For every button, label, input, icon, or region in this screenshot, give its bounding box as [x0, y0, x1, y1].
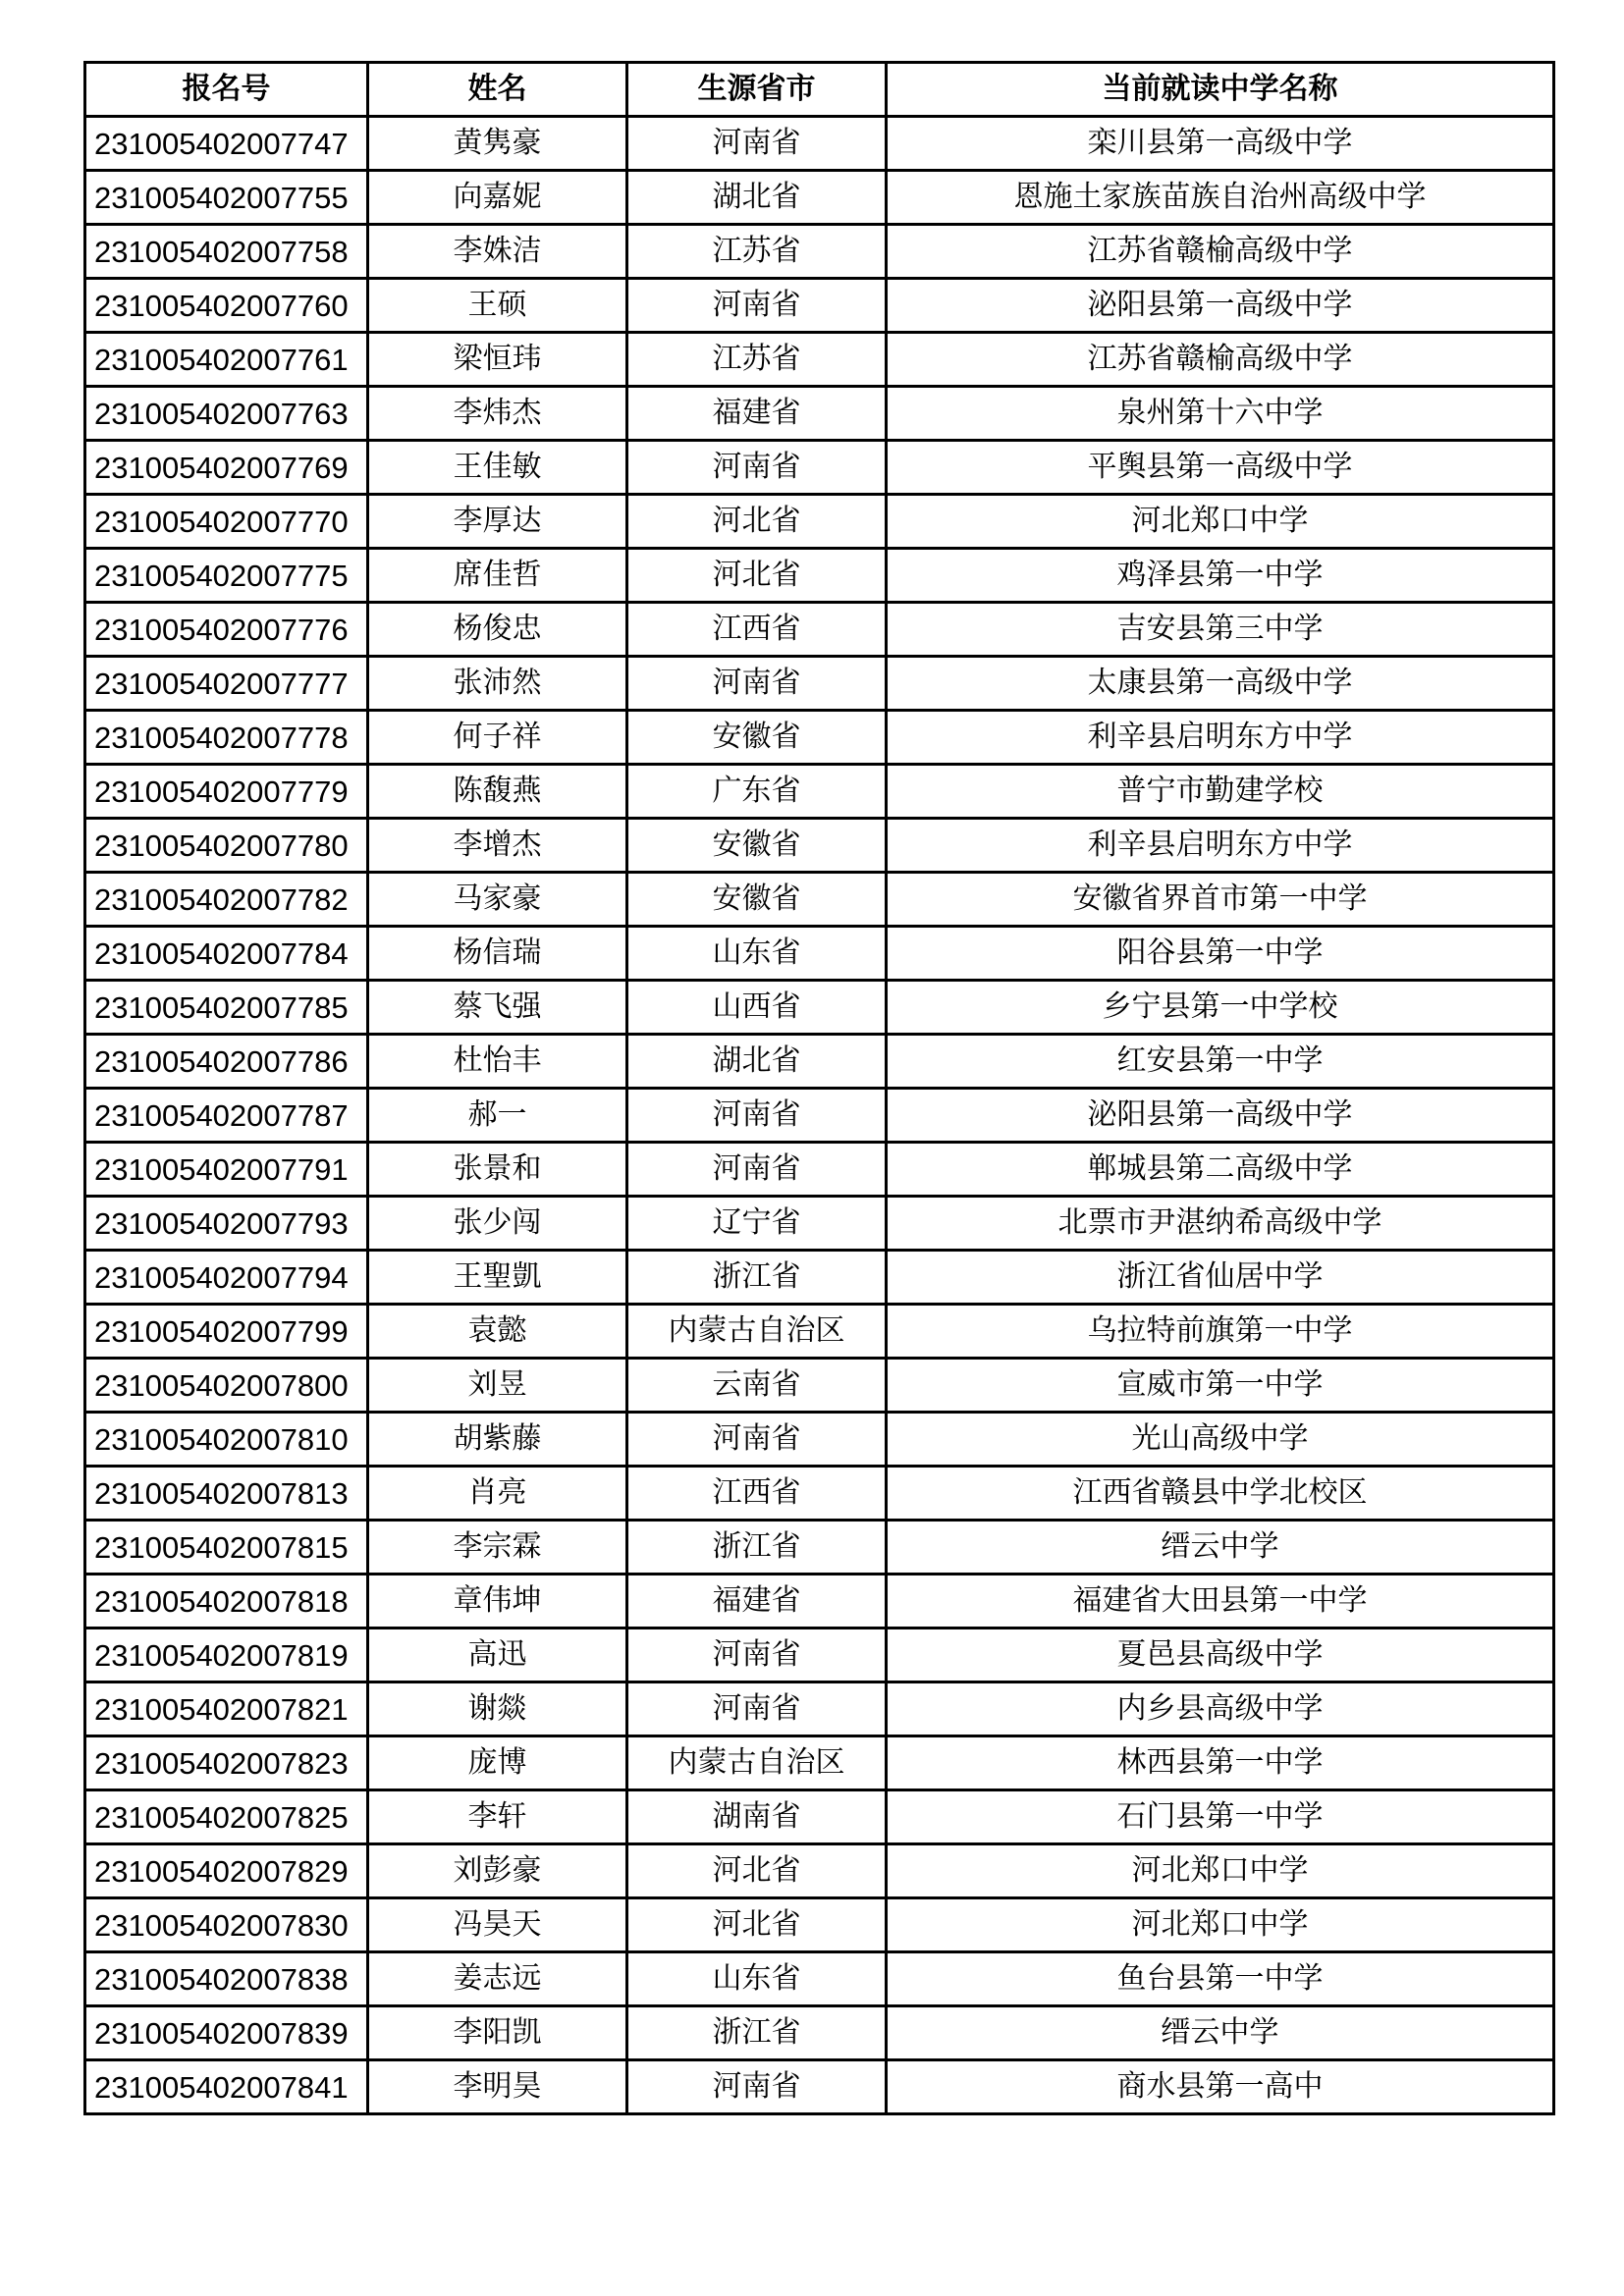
origin-province-cell: 江苏省: [627, 333, 887, 387]
school-name-cell: 泌阳县第一高级中学: [887, 279, 1554, 333]
student-name-cell: 蔡飞强: [368, 981, 627, 1035]
student-name-cell: 何子祥: [368, 711, 627, 765]
student-name-cell: 李轩: [368, 1790, 627, 1844]
origin-province-cell: 河南省: [627, 657, 887, 711]
origin-province-cell: 辽宁省: [627, 1197, 887, 1251]
table-row: [85, 1143, 1554, 1197]
table-row: [85, 1467, 1554, 1521]
registration-number-cell: 231005402007799: [85, 1305, 368, 1359]
registration-number-cell: 231005402007810: [85, 1413, 368, 1467]
origin-province-cell: 内蒙古自治区: [627, 1736, 887, 1790]
registration-number-cell: 231005402007763: [85, 387, 368, 441]
student-name-cell: 王佳敏: [368, 441, 627, 495]
origin-province-cell: 福建省: [627, 387, 887, 441]
admission-list: [83, 61, 1552, 2115]
registration-number-cell: 231005402007777: [85, 657, 368, 711]
student-name-cell: 张景和: [368, 1143, 627, 1197]
school-name-cell: 林西县第一中学: [887, 1736, 1554, 1790]
registration-number-cell: 231005402007782: [85, 873, 368, 927]
table-row: [85, 495, 1554, 549]
student-name-cell: 王硕: [368, 279, 627, 333]
student-name-cell: 李宗霖: [368, 1521, 627, 1575]
school-name-cell: 北票市尹湛纳希高级中学: [887, 1197, 1554, 1251]
origin-province-cell: 河南省: [627, 1413, 887, 1467]
school-name-cell: 太康县第一高级中学: [887, 657, 1554, 711]
table-body: [85, 117, 1554, 2114]
student-name-cell: 庞博: [368, 1736, 627, 1790]
school-name-cell: 利辛县启明东方中学: [887, 711, 1554, 765]
registration-number-cell: 231005402007829: [85, 1844, 368, 1898]
school-name-cell: 泉州第十六中学: [887, 387, 1554, 441]
origin-province-cell: 江苏省: [627, 225, 887, 279]
school-name-cell: 缙云中学: [887, 2006, 1554, 2060]
registration-number-cell: 231005402007825: [85, 1790, 368, 1844]
origin-province-cell: 河南省: [627, 279, 887, 333]
registration-number-cell: 231005402007770: [85, 495, 368, 549]
school-name-cell: 福建省大田县第一中学: [887, 1575, 1554, 1629]
table-row: [85, 1359, 1554, 1413]
table-row: [85, 2006, 1554, 2060]
origin-province-cell: 河北省: [627, 1898, 887, 1952]
student-name-cell: 梁恒玮: [368, 333, 627, 387]
student-name-cell: 章伟坤: [368, 1575, 627, 1629]
school-name-cell: 江西省赣县中学北校区: [887, 1467, 1554, 1521]
student-name-cell: 李阳凯: [368, 2006, 627, 2060]
table-row: [85, 1952, 1554, 2006]
header-row: [85, 63, 1554, 117]
registration-number-cell: 231005402007779: [85, 765, 368, 819]
registration-number-cell: 231005402007813: [85, 1467, 368, 1521]
table-row: [85, 1197, 1554, 1251]
student-name-cell: 李明昊: [368, 2060, 627, 2114]
registration-number-cell: 231005402007841: [85, 2060, 368, 2114]
student-name-cell: 李炜杰: [368, 387, 627, 441]
school-name-cell: 河北郑口中学: [887, 495, 1554, 549]
student-name-cell: 李增杰: [368, 819, 627, 873]
origin-province-cell: 江西省: [627, 603, 887, 657]
registration-number-cell: 231005402007793: [85, 1197, 368, 1251]
student-name-cell: 胡紫藤: [368, 1413, 627, 1467]
origin-province-cell: 内蒙古自治区: [627, 1305, 887, 1359]
student-name-cell: 肖亮: [368, 1467, 627, 1521]
student-name-cell: 杨俊忠: [368, 603, 627, 657]
registration-number-cell: 231005402007821: [85, 1682, 368, 1736]
registration-number-cell: 231005402007800: [85, 1359, 368, 1413]
origin-province-cell: 福建省: [627, 1575, 887, 1629]
school-name-cell: 江苏省赣榆高级中学: [887, 333, 1554, 387]
table-row: [85, 873, 1554, 927]
table-row: [85, 1790, 1554, 1844]
student-name-cell: 陈馥燕: [368, 765, 627, 819]
school-name-cell: 浙江省仙居中学: [887, 1251, 1554, 1305]
student-name-cell: 席佳哲: [368, 549, 627, 603]
origin-province-cell: 广东省: [627, 765, 887, 819]
student-name-cell: 高迅: [368, 1629, 627, 1682]
registration-number-cell: 231005402007758: [85, 225, 368, 279]
registration-number-cell: 231005402007823: [85, 1736, 368, 1790]
origin-province-cell: 湖南省: [627, 1790, 887, 1844]
table-row: [85, 1844, 1554, 1898]
origin-province-cell: 河北省: [627, 549, 887, 603]
admission-table: [83, 61, 1555, 2115]
origin-province-cell: 安徽省: [627, 873, 887, 927]
registration-number-cell: 231005402007838: [85, 1952, 368, 2006]
table-row: [85, 657, 1554, 711]
origin-province-cell: 河南省: [627, 1089, 887, 1143]
table-row: [85, 981, 1554, 1035]
table-row: [85, 1736, 1554, 1790]
school-name-cell: 河北郑口中学: [887, 1898, 1554, 1952]
origin-province-cell: 河南省: [627, 1143, 887, 1197]
school-name-cell: 郸城县第二高级中学: [887, 1143, 1554, 1197]
school-name-cell: 宣威市第一中学: [887, 1359, 1554, 1413]
school-name-cell: 乡宁县第一中学校: [887, 981, 1554, 1035]
registration-number-cell: 231005402007747: [85, 117, 368, 171]
registration-number-cell: 231005402007815: [85, 1521, 368, 1575]
table-row: [85, 171, 1554, 225]
school-name-cell: 江苏省赣榆高级中学: [887, 225, 1554, 279]
registration-number-cell: 231005402007776: [85, 603, 368, 657]
origin-province-cell: 云南省: [627, 1359, 887, 1413]
origin-province-cell: 山东省: [627, 927, 887, 981]
table-row: [85, 1575, 1554, 1629]
table-row: [85, 333, 1554, 387]
school-name-cell: 泌阳县第一高级中学: [887, 1089, 1554, 1143]
header-current-school: 当前就读中学名称: [887, 63, 1554, 117]
student-name-cell: 马家豪: [368, 873, 627, 927]
student-name-cell: 李厚达: [368, 495, 627, 549]
school-name-cell: 红安县第一中学: [887, 1035, 1554, 1089]
table-row: [85, 711, 1554, 765]
table-row: [85, 225, 1554, 279]
school-name-cell: 商水县第一高中: [887, 2060, 1554, 2114]
table-row: [85, 927, 1554, 981]
header-name: 姓名: [368, 63, 627, 117]
origin-province-cell: 山东省: [627, 1952, 887, 2006]
origin-province-cell: 河南省: [627, 117, 887, 171]
table-row: [85, 819, 1554, 873]
school-name-cell: 鱼台县第一中学: [887, 1952, 1554, 2006]
school-name-cell: 阳谷县第一中学: [887, 927, 1554, 981]
school-name-cell: 利辛县启明东方中学: [887, 819, 1554, 873]
school-name-cell: 安徽省界首市第一中学: [887, 873, 1554, 927]
origin-province-cell: 浙江省: [627, 1521, 887, 1575]
student-name-cell: 向嘉妮: [368, 171, 627, 225]
student-name-cell: 杜怡丰: [368, 1035, 627, 1089]
student-name-cell: 刘昱: [368, 1359, 627, 1413]
school-name-cell: 鸡泽县第一中学: [887, 549, 1554, 603]
origin-province-cell: 湖北省: [627, 171, 887, 225]
table-row: [85, 1035, 1554, 1089]
table-row: [85, 117, 1554, 171]
student-name-cell: 郝一: [368, 1089, 627, 1143]
school-name-cell: 石门县第一中学: [887, 1790, 1554, 1844]
school-name-cell: 恩施土家族苗族自治州高级中学: [887, 171, 1554, 225]
registration-number-cell: 231005402007775: [85, 549, 368, 603]
student-name-cell: 袁懿: [368, 1305, 627, 1359]
table-row: [85, 279, 1554, 333]
origin-province-cell: 河南省: [627, 1629, 887, 1682]
origin-province-cell: 湖北省: [627, 1035, 887, 1089]
registration-number-cell: 231005402007755: [85, 171, 368, 225]
registration-number-cell: 231005402007785: [85, 981, 368, 1035]
school-name-cell: 河北郑口中学: [887, 1844, 1554, 1898]
student-name-cell: 冯昊天: [368, 1898, 627, 1952]
registration-number-cell: 231005402007786: [85, 1035, 368, 1089]
table-row: [85, 1413, 1554, 1467]
registration-number-cell: 231005402007778: [85, 711, 368, 765]
header-origin-province: 生源省市: [627, 63, 887, 117]
origin-province-cell: 浙江省: [627, 2006, 887, 2060]
origin-province-cell: 浙江省: [627, 1251, 887, 1305]
registration-number-cell: 231005402007839: [85, 2006, 368, 2060]
registration-number-cell: 231005402007830: [85, 1898, 368, 1952]
table-row: [85, 1521, 1554, 1575]
school-name-cell: 光山高级中学: [887, 1413, 1554, 1467]
student-name-cell: 杨信瑞: [368, 927, 627, 981]
table-row: [85, 603, 1554, 657]
table-row: [85, 1682, 1554, 1736]
school-name-cell: 夏邑县高级中学: [887, 1629, 1554, 1682]
registration-number-cell: 231005402007784: [85, 927, 368, 981]
table-row: [85, 1629, 1554, 1682]
student-name-cell: 张少闯: [368, 1197, 627, 1251]
school-name-cell: 普宁市勤建学校: [887, 765, 1554, 819]
student-name-cell: 张沛然: [368, 657, 627, 711]
table-row: [85, 765, 1554, 819]
registration-number-cell: 231005402007791: [85, 1143, 368, 1197]
registration-number-cell: 231005402007787: [85, 1089, 368, 1143]
student-name-cell: 姜志远: [368, 1952, 627, 2006]
student-name-cell: 谢燚: [368, 1682, 627, 1736]
student-name-cell: 王聖凱: [368, 1251, 627, 1305]
origin-province-cell: 河北省: [627, 495, 887, 549]
school-name-cell: 乌拉特前旗第一中学: [887, 1305, 1554, 1359]
school-name-cell: 缙云中学: [887, 1521, 1554, 1575]
table-row: [85, 387, 1554, 441]
registration-number-cell: 231005402007760: [85, 279, 368, 333]
origin-province-cell: 山西省: [627, 981, 887, 1035]
table-row: [85, 1251, 1554, 1305]
table-row: [85, 549, 1554, 603]
registration-number-cell: 231005402007819: [85, 1629, 368, 1682]
school-name-cell: 栾川县第一高级中学: [887, 117, 1554, 171]
origin-province-cell: 江西省: [627, 1467, 887, 1521]
student-name-cell: 李姝洁: [368, 225, 627, 279]
student-name-cell: 刘彭豪: [368, 1844, 627, 1898]
table-row: [85, 1089, 1554, 1143]
table-row: [85, 2060, 1554, 2114]
school-name-cell: 内乡县高级中学: [887, 1682, 1554, 1736]
registration-number-cell: 231005402007769: [85, 441, 368, 495]
origin-province-cell: 河南省: [627, 2060, 887, 2114]
school-name-cell: 平舆县第一高级中学: [887, 441, 1554, 495]
school-name-cell: 吉安县第三中学: [887, 603, 1554, 657]
registration-number-cell: 231005402007761: [85, 333, 368, 387]
table-row: [85, 1305, 1554, 1359]
origin-province-cell: 河南省: [627, 1682, 887, 1736]
origin-province-cell: 河南省: [627, 441, 887, 495]
registration-number-cell: 231005402007780: [85, 819, 368, 873]
table-row: [85, 1898, 1554, 1952]
registration-number-cell: 231005402007794: [85, 1251, 368, 1305]
table-row: [85, 441, 1554, 495]
header-registration-number: 报名号: [85, 63, 368, 117]
origin-province-cell: 安徽省: [627, 711, 887, 765]
registration-number-cell: 231005402007818: [85, 1575, 368, 1629]
student-name-cell: 黄隽豪: [368, 117, 627, 171]
origin-province-cell: 安徽省: [627, 819, 887, 873]
origin-province-cell: 河北省: [627, 1844, 887, 1898]
